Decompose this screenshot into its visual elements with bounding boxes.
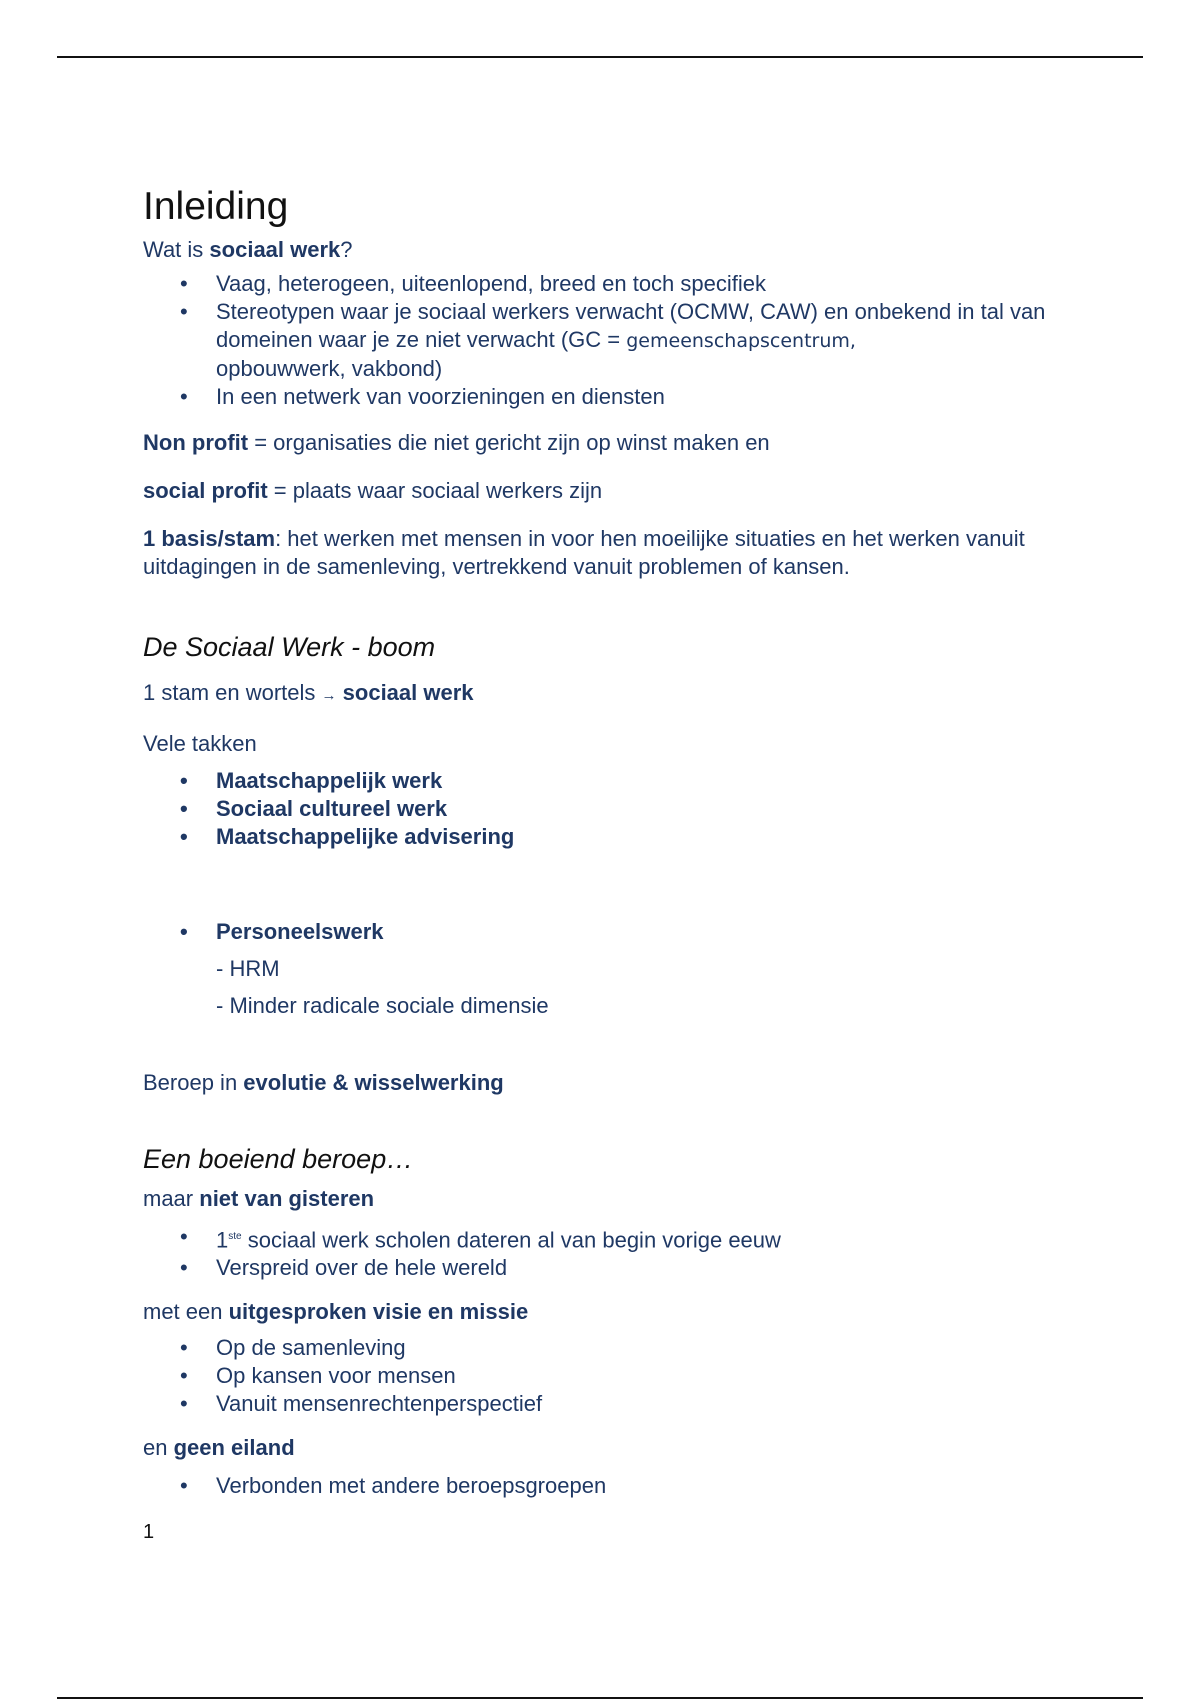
visie-line: [143, 1298, 1083, 1326]
list-item: • Vaag, heterogeen, uiteenlopend, breed en toch specifiek: [143, 270, 1083, 298]
beroep-prefix: Beroep in: [143, 1070, 244, 1095]
gisteren-line: [143, 1185, 1083, 1213]
takken-list: [143, 767, 1083, 851]
visie-list: [143, 1334, 1083, 1418]
personeel-sub: - Minder radicale sociale dimensie: [216, 993, 549, 1018]
takken-label: Vele takken: [143, 731, 257, 756]
section-title-beroep: Een boeiend beroep…: [143, 1144, 414, 1174]
intro-question: [143, 236, 1083, 264]
nonprofit-text: = organisaties die niet gericht zijn op winst maken en: [248, 430, 770, 455]
intro-prefix: Wat is: [143, 237, 210, 262]
section-title-boom: De Sociaal Werk - boom: [143, 632, 436, 662]
list-item: [143, 1223, 1083, 1254]
beroep-bold: evolutie & wisselwerking: [243, 1070, 504, 1095]
list-item-superscript: ste: [228, 1231, 242, 1242]
gc-term: gemeenschapscentrum,: [626, 330, 856, 352]
nonprofit-definition: [143, 429, 1083, 457]
beroep-line: [143, 1069, 1083, 1097]
basis-term: 1 basis/stam: [143, 526, 276, 551]
list-item-text: sociaal werk scholen dateren al van begin vorige eeuw: [241, 1227, 781, 1253]
personeel-list: [143, 918, 1083, 946]
list-item: • Op kansen voor mensen: [143, 1362, 1083, 1390]
gisteren-prefix: maar: [143, 1186, 200, 1211]
basis-definition: [143, 525, 1083, 581]
socialprofit-text: = plaats waar sociaal werkers zijn: [267, 478, 603, 503]
stam-line: [143, 679, 1083, 710]
gisteren-list: [143, 1223, 1083, 1282]
stam-text: 1 stam en wortels: [143, 680, 316, 705]
eiland-bold: geen eiland: [173, 1435, 295, 1461]
intro-bold: sociaal werk: [209, 237, 341, 262]
personeel-sub: - HRM: [216, 956, 280, 981]
list-item: • Vanuit mensenrechtenperspectief: [143, 1390, 1083, 1418]
stam-bold: sociaal werk: [342, 680, 474, 705]
list-item: • In een netwerk van voorzieningen en diensten: [143, 383, 1083, 411]
page-title: Inleiding: [143, 185, 289, 228]
top-rule: [57, 56, 1143, 58]
basis-text: : het werken met mensen in voor hen moeilijke situaties en het werken vanuit uitdagingen in de samenleving, vertrekkend vanuit problemen of kansen.: [143, 526, 1025, 579]
list-item-tail: opbouwwerk, vakbond): [216, 356, 443, 381]
intro-list: [143, 270, 1083, 411]
list-item-text: Stereotypen waar je sociaal werkers verwacht (OCMW, CAW) en onbekend in tal van domeinen waar je ze niet verwacht (GC =: [216, 299, 1046, 352]
list-item: • Maatschappelijk werk: [143, 767, 1083, 795]
list-item: • Verspreid over de hele wereld: [143, 1254, 1083, 1282]
eiland-list: [143, 1472, 1083, 1500]
eiland-prefix: en: [143, 1435, 174, 1461]
page-number: 1: [143, 1521, 155, 1544]
list-item: • Maatschappelijke advisering: [143, 823, 1083, 851]
document-page: [143, 182, 1083, 1546]
gisteren-bold: niet van gisteren: [199, 1186, 375, 1211]
list-item: • Op de samenleving: [143, 1334, 1083, 1362]
visie-prefix: met een: [143, 1299, 229, 1325]
bottom-rule: [57, 1697, 1143, 1699]
list-item: [143, 298, 1083, 383]
list-item: • Verbonden met andere beroepsgroepen: [143, 1472, 1083, 1500]
socialprofit-definition: [143, 477, 1083, 505]
list-item: • Personeelswerk: [143, 918, 1083, 946]
visie-bold: uitgesproken visie en missie: [228, 1299, 529, 1325]
intro-suffix: ?: [340, 237, 353, 262]
list-item-number: 1: [216, 1227, 229, 1253]
socialprofit-term: social profit: [143, 478, 268, 503]
arrow-icon: →: [321, 687, 337, 704]
nonprofit-term: Non profit: [143, 430, 249, 455]
list-item: • Sociaal cultureel werk: [143, 795, 1083, 823]
eiland-line: [143, 1434, 1083, 1462]
